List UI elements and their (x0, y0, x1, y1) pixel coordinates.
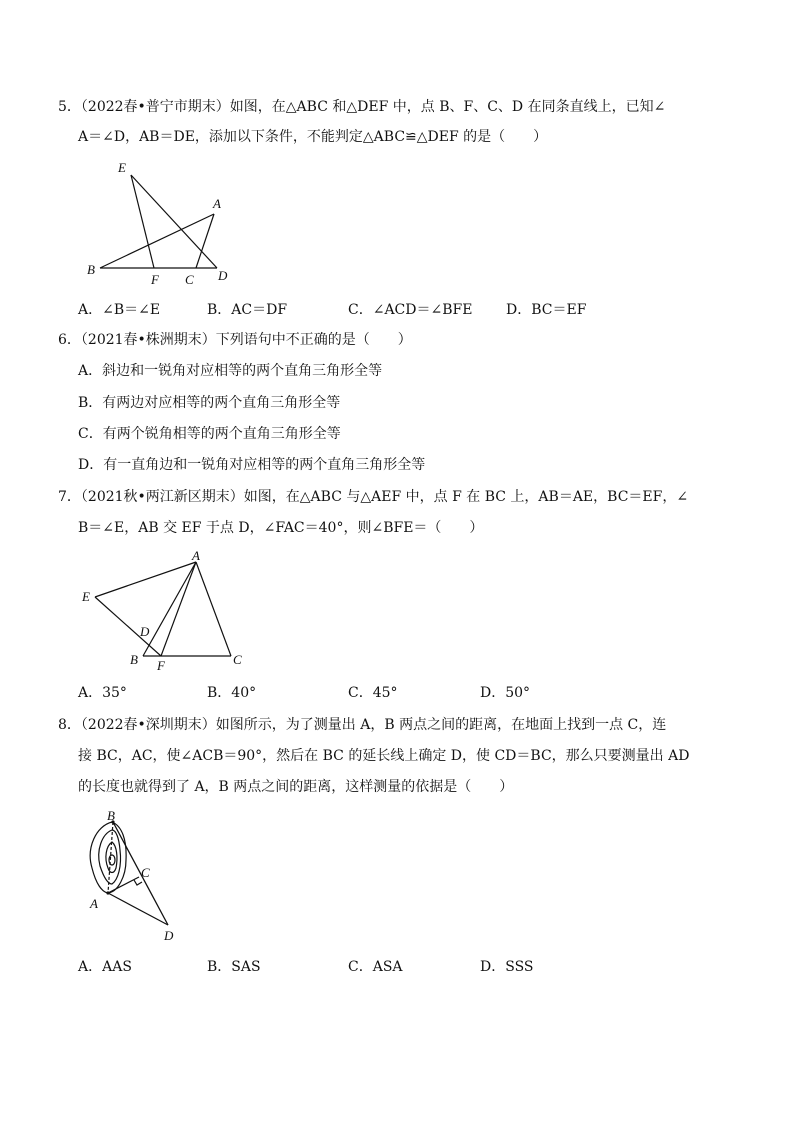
q7-label-e: E (82, 589, 90, 604)
q6-option-c: C．有两个锐角相等的两个直角三角形全等 (78, 426, 341, 442)
q5-option-a: A．∠B＝∠E (78, 302, 161, 318)
q8-option-d: D．SSS (480, 959, 534, 975)
q8-label-a: A (90, 896, 98, 911)
q6-option-b: B．有两边对应相等的两个直角三角形全等 (78, 395, 341, 411)
q8-label-b: B (107, 808, 115, 823)
q8-right-angle-mark (134, 880, 142, 885)
q5-label-a: A (213, 196, 221, 211)
q8-segment-ab (108, 822, 113, 893)
q7-label-b: B (130, 652, 138, 667)
q8-option-a: A．AAS (78, 959, 132, 975)
q8-option-c: C．ASA (348, 959, 403, 975)
q7-label-d: D (140, 624, 150, 639)
q8-label-d: D (164, 928, 174, 943)
q8-pond-inner (106, 842, 117, 873)
q8-stem-line1: 8．（2022春•深圳期末）如图所示，为了测量出 A，B 两点之间的距离，在地面上找到一点 C，连 (58, 717, 667, 733)
q8-point-a (106, 891, 109, 894)
q7-stem-line1: 7．（2021秋•两江新区期末）如图，在△ABC 与△AEF 中，点 F 在 BC 上，AB＝AE，BC＝EF，∠ (58, 489, 689, 505)
q8-option-b: B．SAS (207, 959, 261, 975)
q7-label-f: F (157, 658, 165, 673)
q5-label-c: C (185, 272, 194, 287)
q6-option-d: D．有一直角边和一锐角对应相等的两个直角三角形全等 (78, 457, 426, 473)
q5-option-d: D．BC＝EF (506, 302, 587, 318)
q7-label-a: A (192, 548, 200, 563)
q6-stem: 6．（2021春•株洲期末）下列语句中不正确的是（ ） (58, 332, 412, 348)
q8-stem-line3: 的长度也就得到了 A，B 两点之间的距离，这样测量的依据是（ ） (78, 779, 514, 795)
q7-label-c: C (233, 652, 242, 667)
q7-option-b: B．40° (207, 685, 257, 701)
q8-label-c: C (141, 865, 150, 880)
q5-label-f: F (151, 272, 159, 287)
q5-label-e: E (118, 160, 126, 175)
q8-stem-line2: 接 BC，AC，使∠ACB＝90°，然后在 BC 的延长线上确定 D，使 CD＝BC，那么只要测量出 AD (78, 748, 690, 764)
q7-option-a: A．35° (78, 685, 127, 701)
q7-stem-line2: B＝∠E，AB 交 EF 于点 D，∠FAC＝40°，则∠BFE＝（ ） (78, 520, 484, 536)
q5-option-b: B．AC＝DF (207, 302, 288, 318)
q5-label-d: D (218, 268, 228, 283)
q5-stem-line2: A＝∠D，AB＝DE，添加以下条件，不能判定△ABC≌△DEF 的是（ ） (78, 129, 548, 145)
q5-stem-line1: 5．（2022春•普宁市期末）如图，在△ABC 和△DEF 中，点 B、F、C、D 在同条直线上，已知∠ (58, 99, 666, 115)
q5-option-c: C．∠ACD＝∠BFE (348, 302, 473, 318)
q7-option-c: C．45° (348, 685, 398, 701)
q5-label-b: B (87, 262, 95, 277)
q7-option-d: D．50° (480, 685, 531, 701)
q8-segment-ac (108, 877, 139, 893)
q6-option-a: A．斜边和一锐角对应相等的两个直角三角形全等 (78, 363, 383, 379)
